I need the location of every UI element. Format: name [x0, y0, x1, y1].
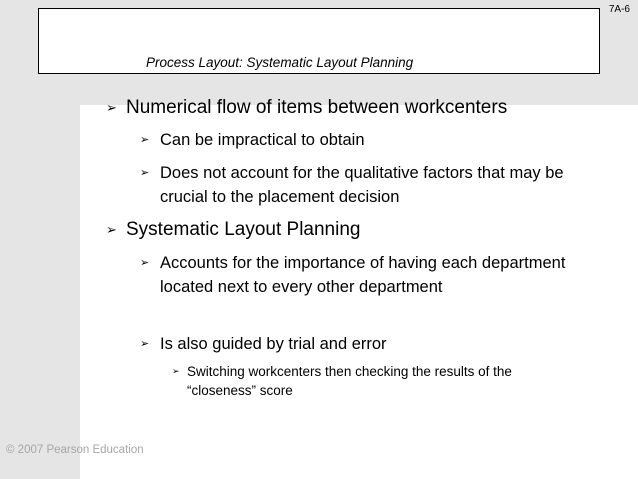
bullet-qualitative [140, 161, 580, 209]
bullet-text: Can be impractical to obtain [160, 131, 365, 149]
bullet-text: Accounts for the importance of having each department located next to every other department [160, 254, 566, 296]
bullet-text: Switching workcenters then checking the results of the “closeness” score [187, 364, 512, 398]
arrow-bullet-icon: ➢ [140, 167, 150, 179]
arrow-bullet-icon: ➢ [106, 100, 117, 115]
bullet-importance [140, 251, 580, 299]
bullet-text: Does not account for the qualitative factors that may be crucial to the placement decision [160, 164, 564, 206]
bullet-impractical [140, 128, 580, 152]
bullet-numerical-flow [106, 96, 507, 119]
arrow-bullet-icon: ➢ [172, 366, 180, 376]
bullet-text: Numerical flow of items between workcenters [126, 97, 508, 118]
slide-number: 7A-6 [608, 4, 630, 15]
bullet-switching [172, 362, 582, 400]
slide-title: Process Layout: Systematic Layout Planning [146, 55, 414, 70]
bullet-text: Systematic Layout Planning [126, 219, 361, 240]
arrow-bullet-icon: ➢ [106, 222, 117, 237]
bullet-slp [106, 218, 360, 241]
copyright-notice: © 2007 Pearson Education [6, 444, 144, 456]
bullet-text: Is also guided by trial and error [160, 335, 387, 353]
arrow-bullet-icon: ➢ [140, 257, 150, 269]
arrow-bullet-icon: ➢ [140, 134, 150, 146]
bullet-trial-error [140, 332, 580, 356]
arrow-bullet-icon: ➢ [140, 338, 150, 350]
